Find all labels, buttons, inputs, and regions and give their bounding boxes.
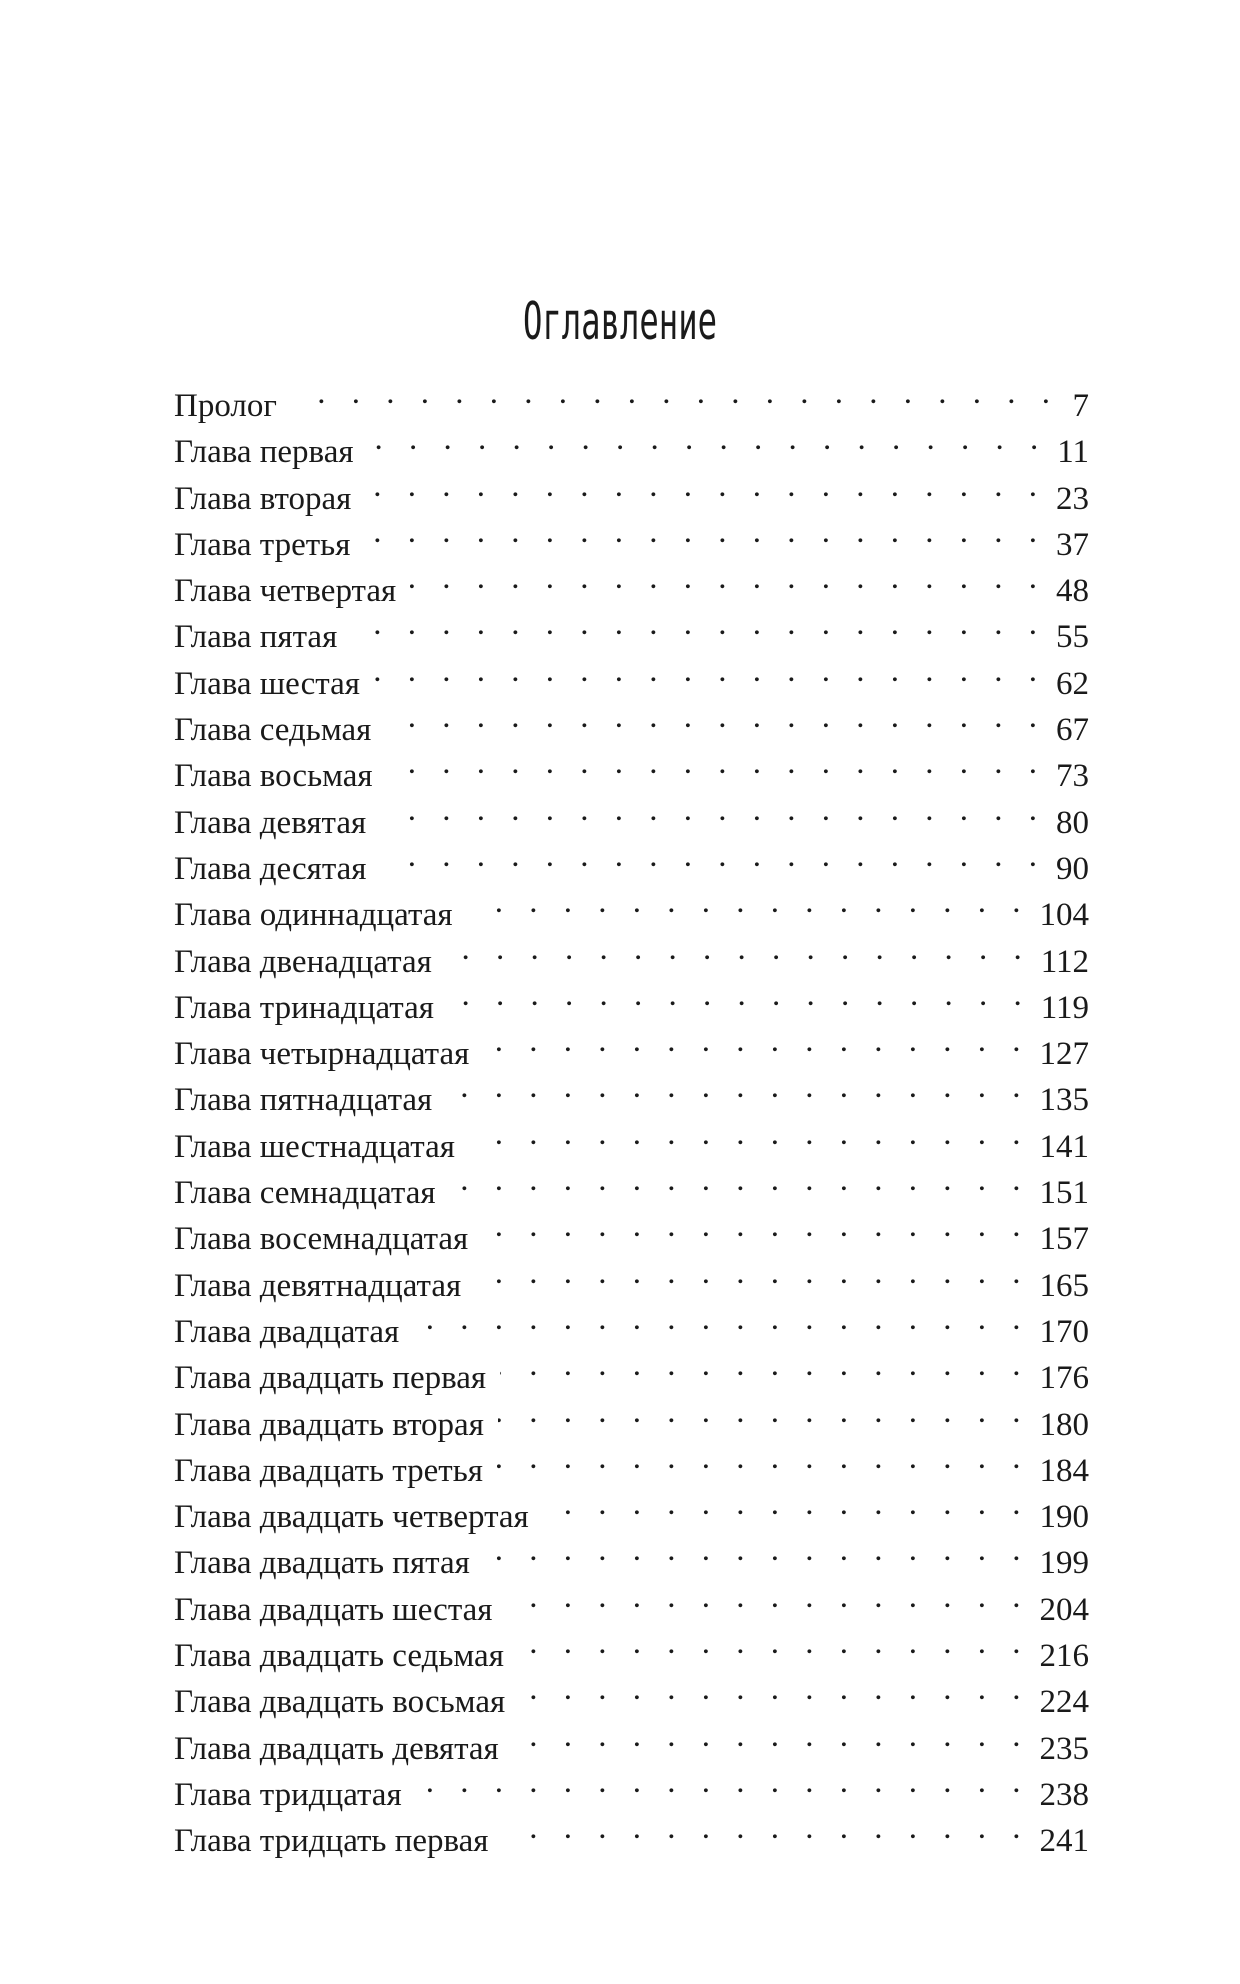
toc-dot-leader bbox=[483, 1018, 1029, 1064]
toc-entry-page-number: 67 bbox=[1056, 712, 1089, 749]
toc-entry-page-number: 238 bbox=[1039, 1776, 1089, 1813]
toc-entry-page-number: 135 bbox=[1039, 1082, 1089, 1119]
toc-entry-label: Глава тринадцатая bbox=[174, 989, 434, 1026]
toc-entry-page-number: 119 bbox=[1040, 989, 1089, 1026]
toc-dot-leader bbox=[364, 509, 1046, 555]
toc-dot-leader bbox=[416, 1759, 1030, 1805]
toc-dot-leader bbox=[448, 972, 1031, 1018]
toc-dot-leader bbox=[446, 1064, 1029, 1110]
toc-entry-label: Глава седьмая bbox=[174, 712, 372, 749]
toc-entry-label: Глава тридцатая bbox=[174, 1776, 402, 1813]
toc-dot-leader bbox=[368, 416, 1048, 462]
toc-dot-leader bbox=[351, 601, 1046, 647]
toc-entry-page-number: 104 bbox=[1039, 897, 1089, 934]
toc-entry-page-number: 241 bbox=[1039, 1823, 1089, 1860]
toc-entry-label: Глава восьмая bbox=[174, 758, 373, 795]
toc-entry-label: Глава двадцать седьмая bbox=[174, 1638, 504, 1675]
toc-entry-page-number: 151 bbox=[1039, 1175, 1089, 1212]
toc-dot-leader bbox=[374, 648, 1046, 694]
toc-dot-leader bbox=[497, 1435, 1030, 1481]
toc-entry bbox=[174, 416, 1089, 471]
toc-dot-leader bbox=[518, 1620, 1030, 1666]
toc-entry-page-number: 204 bbox=[1039, 1591, 1089, 1628]
toc-entry-page-number: 11 bbox=[1057, 434, 1089, 471]
toc-entry-page-number: 216 bbox=[1039, 1638, 1089, 1675]
toc-entry-label: Глава пятая bbox=[174, 619, 338, 656]
toc-dot-leader bbox=[385, 694, 1046, 740]
toc-dot-leader bbox=[484, 1527, 1030, 1573]
toc-dot-leader bbox=[482, 1203, 1029, 1249]
table-of-contents bbox=[174, 370, 1089, 1860]
toc-entry-label: Глава двадцать девятая bbox=[174, 1730, 499, 1767]
toc-entry-label: Глава четвертая bbox=[174, 573, 397, 610]
toc-entry-page-number: 184 bbox=[1039, 1452, 1089, 1489]
toc-entry-page-number: 37 bbox=[1056, 526, 1089, 563]
toc-entry-label: Глава пятнадцатая bbox=[174, 1082, 433, 1119]
toc-entry-label: Глава первая bbox=[174, 434, 354, 471]
toc-entry-label: Глава двадцать шестая bbox=[174, 1591, 493, 1628]
toc-entry-page-number: 55 bbox=[1056, 619, 1089, 656]
toc-entry-page-number: 112 bbox=[1040, 943, 1089, 980]
toc-dot-leader bbox=[387, 740, 1046, 786]
toc-dot-leader bbox=[475, 1250, 1029, 1296]
toc-entry-label: Глава десятая bbox=[174, 850, 367, 887]
toc-dot-leader bbox=[513, 1713, 1030, 1759]
toc-dot-leader bbox=[498, 1389, 1030, 1435]
toc-entry-label: Глава двадцать первая bbox=[174, 1360, 487, 1397]
page-title: Оглавление bbox=[522, 292, 718, 352]
toc-entry-label: Глава четырнадцатая bbox=[174, 1036, 470, 1073]
toc-entry-page-number: 190 bbox=[1039, 1499, 1089, 1536]
toc-dot-leader bbox=[413, 1296, 1029, 1342]
toc-dot-leader bbox=[543, 1481, 1030, 1527]
toc-entry-label: Глава семнадцатая bbox=[174, 1175, 436, 1212]
toc-dot-leader bbox=[506, 1574, 1029, 1620]
toc-dot-leader bbox=[446, 926, 1031, 972]
toc-entry-label: Глава двадцать вторая bbox=[174, 1406, 484, 1443]
toc-entry-page-number: 170 bbox=[1039, 1313, 1089, 1350]
toc-entry-page-number: 90 bbox=[1056, 850, 1089, 887]
toc-entry-page-number: 80 bbox=[1056, 804, 1089, 841]
toc-entry-label: Глава одиннадцатая bbox=[174, 897, 453, 934]
toc-entry-label: Глава двадцать третья bbox=[174, 1452, 483, 1489]
toc-entry-label: Глава двадцать четвертая bbox=[174, 1499, 529, 1536]
toc-entry-label: Глава третья bbox=[174, 526, 351, 563]
toc-dot-leader bbox=[381, 833, 1047, 879]
toc-entry-label: Глава восемнадцатая bbox=[174, 1221, 469, 1258]
toc-entry-page-number: 157 bbox=[1039, 1221, 1089, 1258]
toc-entry-label: Глава девятая bbox=[174, 804, 367, 841]
toc-dot-leader bbox=[450, 1157, 1030, 1203]
toc-entry-page-number: 141 bbox=[1039, 1128, 1089, 1165]
toc-entry-page-number: 23 bbox=[1056, 480, 1089, 517]
toc-entry-page-number: 165 bbox=[1039, 1267, 1089, 1304]
toc-dot-leader bbox=[467, 879, 1030, 925]
toc-entry bbox=[174, 370, 1089, 424]
toc-entry-label: Глава тридцать первая bbox=[174, 1823, 489, 1860]
toc-entry-page-number: 176 bbox=[1039, 1360, 1089, 1397]
toc-dot-leader bbox=[469, 1111, 1030, 1157]
toc-entry-label: Глава двадцать восьмая bbox=[174, 1684, 506, 1721]
toc-dot-leader bbox=[291, 370, 1059, 416]
toc-entry-label: Пролог bbox=[174, 388, 277, 424]
toc-entry-label: Глава девятнадцатая bbox=[174, 1267, 462, 1304]
toc-entry-page-number: 48 bbox=[1056, 573, 1089, 610]
toc-dot-leader bbox=[519, 1666, 1029, 1712]
toc-entry-page-number: 224 bbox=[1039, 1684, 1089, 1721]
toc-dot-leader bbox=[500, 1342, 1029, 1388]
toc-dot-leader bbox=[502, 1805, 1029, 1851]
toc-entry-label: Глава шестнадцатая bbox=[174, 1128, 455, 1165]
toc-entry-label: Глава двадцатая bbox=[174, 1313, 400, 1350]
toc-entry-page-number: 235 bbox=[1039, 1730, 1089, 1767]
toc-entry-page-number: 199 bbox=[1039, 1545, 1089, 1582]
toc-entry-label: Глава двадцать пятая bbox=[174, 1545, 470, 1582]
toc-entry-page-number: 180 bbox=[1039, 1406, 1089, 1443]
toc-entry-page-number: 127 bbox=[1039, 1036, 1089, 1073]
toc-entry-page-number: 73 bbox=[1056, 758, 1089, 795]
toc-entry-page-number: 62 bbox=[1056, 665, 1089, 702]
toc-entry-label: Глава двенадцатая bbox=[174, 943, 432, 980]
toc-entry-label: Глава вторая bbox=[174, 480, 352, 517]
toc-dot-leader bbox=[410, 555, 1046, 601]
toc-dot-leader bbox=[380, 787, 1046, 833]
toc-entry-label: Глава шестая bbox=[174, 665, 360, 702]
toc-entry-page-number: 7 bbox=[1072, 388, 1089, 424]
toc-dot-leader bbox=[365, 463, 1046, 509]
